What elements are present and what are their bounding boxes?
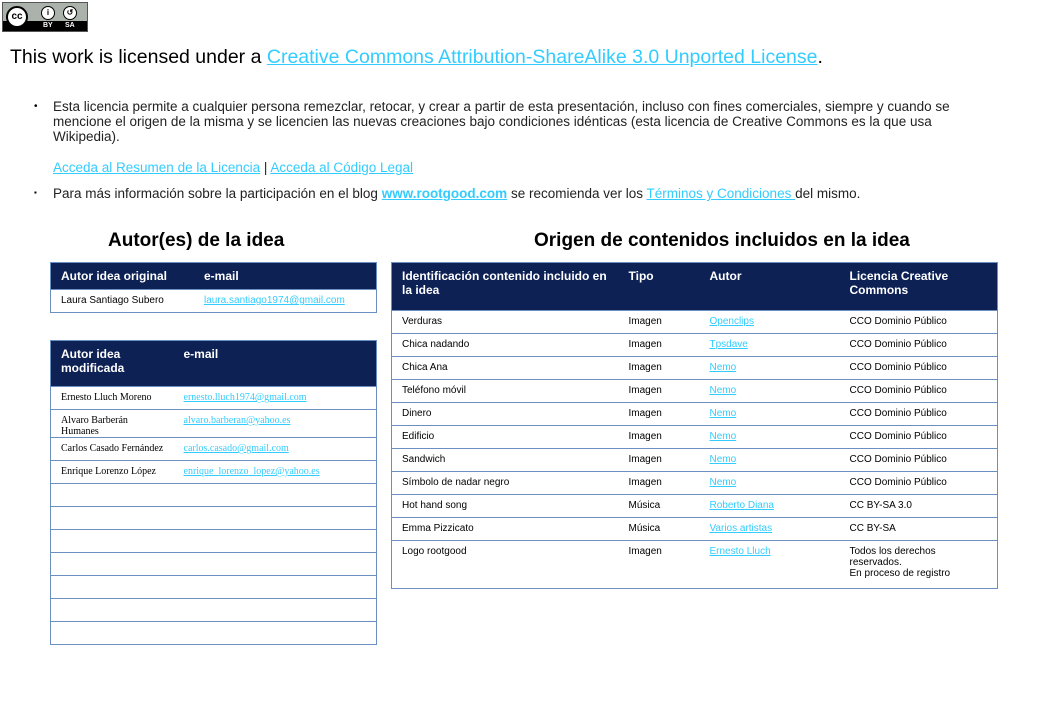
col-header: Tipo (619, 263, 700, 311)
table-row (392, 495, 998, 518)
content-type: Imagen (619, 541, 700, 589)
table-row (51, 438, 377, 461)
table-row (392, 541, 998, 589)
original-author-table (50, 262, 377, 313)
content-type: Música (619, 518, 700, 541)
contents-table (391, 262, 998, 589)
empty-cell (174, 484, 377, 507)
content-author (700, 518, 840, 541)
legal-code-link[interactable]: Acceda al Código Legal (270, 160, 413, 175)
author-name: Carlos Casado Fernández (51, 438, 174, 461)
content-name: Chica nadando (392, 334, 619, 357)
empty-cell (174, 576, 377, 599)
content-license: CCO Dominio Público (840, 472, 998, 495)
license-prefix: This work is licensed under a (10, 46, 267, 68)
table-row (392, 426, 998, 449)
empty-cell (51, 530, 174, 553)
table-row (51, 387, 377, 410)
content-author (700, 541, 840, 589)
email-link[interactable]: carlos.casado@gmail.com (183, 443, 289, 454)
content-license: CCO Dominio Público (840, 357, 998, 380)
col-header: e-mail (174, 341, 377, 387)
content-license: CCO Dominio Público (840, 380, 998, 403)
content-type: Imagen (619, 311, 700, 334)
rootgood-link[interactable]: www.rootgood.com (381, 186, 508, 201)
more-info-prefix: Para más información sobre la participación en el blog (53, 186, 382, 201)
more-info-suffix: del mismo. (795, 186, 861, 201)
cc-license-badge[interactable] (2, 2, 88, 32)
content-license: CCO Dominio Público (840, 334, 998, 357)
empty-row (51, 622, 377, 645)
license-summary-link[interactable]: Acceda al Resumen de la Licencia (53, 160, 261, 175)
content-license: CCO Dominio Público (840, 403, 998, 426)
empty-row (51, 599, 377, 622)
table-row (392, 380, 998, 403)
content-type: Imagen (619, 472, 700, 495)
table-row (51, 410, 377, 438)
content-type: Imagen (619, 357, 700, 380)
content-author (700, 472, 840, 495)
email-link[interactable]: ernesto.lluch1974@gmail.com (183, 392, 307, 403)
table-row (51, 461, 377, 484)
badge-sa-label: SA (65, 22, 75, 29)
author-email (194, 290, 377, 313)
author-link[interactable]: Openclips (709, 316, 754, 327)
author-link[interactable]: Tpsdave (709, 339, 748, 350)
contents-heading: Origen de contenidos incluidos en la idea (534, 230, 910, 251)
author-link[interactable]: Roberto Diana (709, 500, 774, 511)
content-name: Logo rootgood (392, 541, 619, 589)
content-license: CCO Dominio Público (840, 449, 998, 472)
empty-cell (174, 553, 377, 576)
col-header: Autor idea original (51, 263, 195, 290)
content-author (700, 380, 840, 403)
empty-cell (174, 530, 377, 553)
modified-authors-table (50, 340, 377, 645)
table-row (392, 518, 998, 541)
content-type: Imagen (619, 380, 700, 403)
license-description: Esta licencia permite a cualquier persona remezclar, retocar, y crear a partir de esta presentación, incluso con fines comerciales, siempre y cuando se mencione el origen de la misma y se licencien las nuevas creaciones bajo condiciones idénticas (esta licencia de Creative Commons es la que usa Wikipedia). (53, 99, 950, 144)
content-type: Imagen (619, 403, 700, 426)
content-name: Hot hand song (392, 495, 619, 518)
empty-cell (51, 553, 174, 576)
content-author (700, 495, 840, 518)
content-name: Edificio (392, 426, 619, 449)
author-link[interactable]: Nemo (709, 477, 737, 488)
content-type: Imagen (619, 334, 700, 357)
table-row (392, 403, 998, 426)
license-links (53, 160, 413, 175)
empty-cell (51, 622, 174, 645)
content-name: Símbolo de nadar negro (392, 472, 619, 495)
share-alike-icon: ↺ (63, 6, 77, 20)
content-author (700, 426, 840, 449)
email-link[interactable]: enrique_lorenzo_lopez@yahoo.es (183, 466, 320, 477)
author-email (174, 387, 377, 410)
author-email (174, 410, 377, 438)
content-author (700, 357, 840, 380)
empty-cell (51, 599, 174, 622)
author-email (174, 461, 377, 484)
badge-by-label: BY (43, 22, 53, 29)
content-type: Imagen (619, 449, 700, 472)
author-link[interactable]: Varios artistas (709, 523, 773, 534)
terms-link[interactable]: Términos y Condiciones (646, 186, 796, 201)
email-link[interactable]: laura.santiago1974@gmail.com (204, 295, 345, 306)
empty-row (51, 576, 377, 599)
author-name: Ernesto Lluch Moreno (51, 387, 174, 410)
author-name: Enrique Lorenzo López (51, 461, 174, 484)
col-header: Autor idea modificada (51, 341, 174, 387)
content-author (700, 449, 840, 472)
content-license: CCO Dominio Público (840, 426, 998, 449)
author-link[interactable]: Nemo (709, 362, 737, 373)
more-info-mid: se recomienda ver los (507, 186, 647, 201)
bullet-dot: • (34, 101, 38, 112)
license-suffix: . (817, 46, 823, 68)
table-row (392, 311, 998, 334)
attribution-icon: i (41, 6, 55, 20)
content-name: Dinero (392, 403, 619, 426)
content-license: CC BY-SA (840, 518, 998, 541)
author-link[interactable]: Nemo (709, 408, 737, 419)
content-author (700, 403, 840, 426)
empty-cell (51, 576, 174, 599)
empty-row (51, 530, 377, 553)
creative-commons-icon: cc (6, 6, 28, 28)
content-name: Emma Pizzicato (392, 518, 619, 541)
author-email (174, 438, 377, 461)
link-separator: | (260, 160, 271, 175)
more-info-text (53, 186, 983, 201)
content-type: Música (619, 495, 700, 518)
table-row (392, 449, 998, 472)
content-license: CC BY-SA 3.0 (840, 495, 998, 518)
content-license: CCO Dominio Público (840, 311, 998, 334)
author-name: Alvaro Barberán Humanes (51, 410, 174, 438)
table-row (392, 472, 998, 495)
content-license: Todos los derechos reservados. En proceso de registro (840, 541, 998, 589)
license-link[interactable]: Creative Commons Attribution-ShareAlike 3.0 Unported License (266, 46, 818, 68)
table-row (51, 290, 377, 313)
content-name: Sandwich (392, 449, 619, 472)
email-link[interactable]: alvaro.barberan@yahoo.es (183, 415, 291, 426)
bullet-square: ▪ (34, 188, 37, 197)
author-link[interactable]: Nemo (709, 385, 737, 396)
empty-cell (174, 622, 377, 645)
content-name: Teléfono móvil (392, 380, 619, 403)
empty-row (51, 507, 377, 530)
content-type: Imagen (619, 426, 700, 449)
col-header: Licencia Creative Commons (840, 263, 998, 311)
empty-cell (51, 507, 174, 530)
author-link[interactable]: Nemo (709, 454, 737, 465)
table-row (392, 334, 998, 357)
author-link[interactable]: Nemo (709, 431, 737, 442)
table-row (392, 357, 998, 380)
empty-cell (51, 484, 174, 507)
empty-cell (174, 599, 377, 622)
col-header: Identificación contenido incluido en la idea (392, 263, 619, 311)
col-header: e-mail (194, 263, 377, 290)
content-name: Verduras (392, 311, 619, 334)
col-header: Autor (700, 263, 840, 311)
empty-cell (174, 507, 377, 530)
license-statement (10, 46, 823, 69)
author-link[interactable]: Ernesto Lluch (709, 546, 771, 557)
empty-row (51, 484, 377, 507)
author-name: Laura Santiago Subero (51, 290, 195, 313)
content-name: Chica Ana (392, 357, 619, 380)
content-author (700, 334, 840, 357)
empty-row (51, 553, 377, 576)
authors-heading: Autor(es) de la idea (108, 230, 285, 251)
content-author (700, 311, 840, 334)
